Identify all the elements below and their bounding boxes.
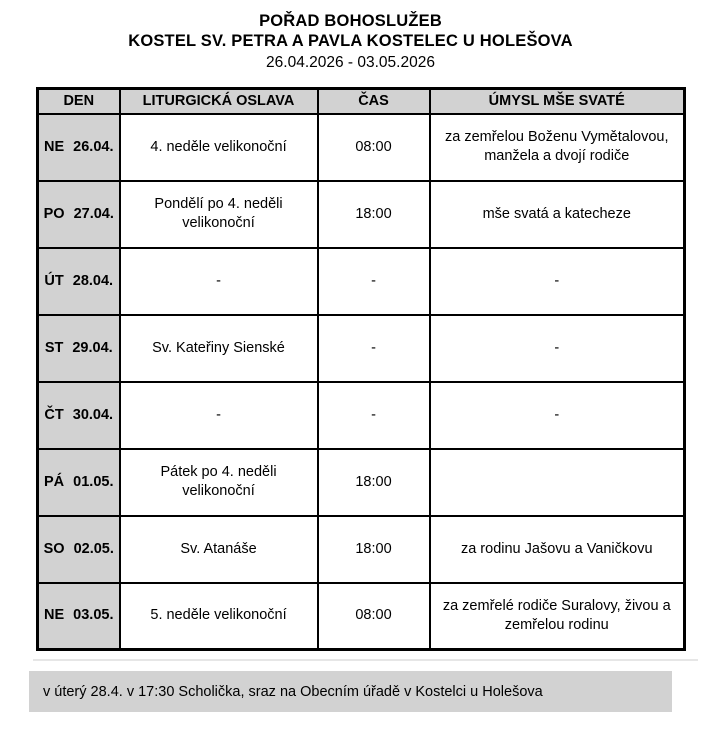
time-cell: - <box>318 248 430 315</box>
time-cell: - <box>318 315 430 382</box>
day-abbrev: NE <box>44 607 65 624</box>
celebration-cell: - <box>120 248 318 315</box>
schedule-row <box>38 114 685 181</box>
day-abbrev: ÚT <box>44 272 64 289</box>
day-cell <box>38 315 120 382</box>
table-header-row <box>38 89 685 114</box>
day-cell <box>38 114 120 181</box>
day-date: 27.04. <box>73 205 114 222</box>
schedule-row <box>38 583 685 650</box>
schedule-table <box>36 87 686 651</box>
day-cell <box>38 449 120 516</box>
intention-cell: za rodinu Jašovu a Vaničkovu <box>430 516 685 583</box>
intention-cell <box>430 449 685 516</box>
day-cell <box>38 583 120 650</box>
day-cell <box>38 181 120 248</box>
time-cell: 08:00 <box>318 583 430 650</box>
celebration-cell: - <box>120 382 318 449</box>
intention-cell: - <box>430 315 685 382</box>
time-cell: 08:00 <box>318 114 430 181</box>
time-cell: - <box>318 382 430 449</box>
celebration-cell: Sv. Kateřiny Sienské <box>120 315 318 382</box>
day-date: 30.04. <box>72 406 114 423</box>
schedule-row <box>38 449 685 516</box>
day-date: 26.04. <box>73 138 114 155</box>
day-abbrev: SO <box>43 540 65 557</box>
column-header-day: DEN <box>38 89 120 114</box>
divider-line <box>33 659 698 661</box>
time-cell: 18:00 <box>318 181 430 248</box>
celebration-cell: 4. neděle velikonoční <box>120 114 318 181</box>
schedule-row <box>38 516 685 583</box>
celebration-cell: Pondělí po 4. neděli velikonoční <box>120 181 318 248</box>
intention-cell: - <box>430 382 685 449</box>
day-date: 28.04. <box>72 272 114 289</box>
day-abbrev: ČT <box>44 406 64 423</box>
day-date: 02.05. <box>73 540 114 557</box>
column-header-mass-intention: ÚMYSL MŠE SVATÉ <box>430 89 685 114</box>
time-cell: 18:00 <box>318 449 430 516</box>
intention-cell: - <box>430 248 685 315</box>
day-abbrev: NE <box>44 138 65 155</box>
celebration-cell: Pátek po 4. neděli velikonoční <box>120 449 318 516</box>
page-subtitle: KOSTEL SV. PETRA A PAVLA KOSTELEC U HOLEŠOVA <box>128 32 573 50</box>
schedule-row <box>38 382 685 449</box>
celebration-cell: Sv. Atanáše <box>120 516 318 583</box>
footer-note: v úterý 28.4. v 17:30 Scholička, sraz na Obecním úřadě v Kostelci u Holešova <box>43 683 543 700</box>
title-block <box>0 11 701 73</box>
day-abbrev: PÁ <box>44 473 65 490</box>
day-date: 01.05. <box>73 473 114 490</box>
day-abbrev: ST <box>44 339 64 356</box>
schedule-row <box>38 315 685 382</box>
page-title: POŘAD BOHOSLUŽEB <box>259 12 442 30</box>
intention-cell: mše svatá a katecheze <box>430 181 685 248</box>
day-cell <box>38 248 120 315</box>
footer-note-band <box>29 671 672 712</box>
column-header-time: ČAS <box>318 89 430 114</box>
day-date: 03.05. <box>73 607 114 624</box>
schedule-row <box>38 248 685 315</box>
day-cell <box>38 382 120 449</box>
day-date: 29.04. <box>72 339 113 356</box>
date-range: 26.04.2026 - 03.05.2026 <box>266 54 435 71</box>
time-cell: 18:00 <box>318 516 430 583</box>
column-header-liturgical-celebration: LITURGICKÁ OSLAVA <box>120 89 318 114</box>
day-cell <box>38 516 120 583</box>
celebration-cell: 5. neděle velikonoční <box>120 583 318 650</box>
day-abbrev: PO <box>43 205 65 222</box>
schedule-row <box>38 181 685 248</box>
intention-cell: za zemřelou Boženu Vymětalovou, manžela a dvojí rodiče <box>430 114 685 181</box>
intention-cell: za zemřelé rodiče Suralovy, živou a zemřelou rodinu <box>430 583 685 650</box>
